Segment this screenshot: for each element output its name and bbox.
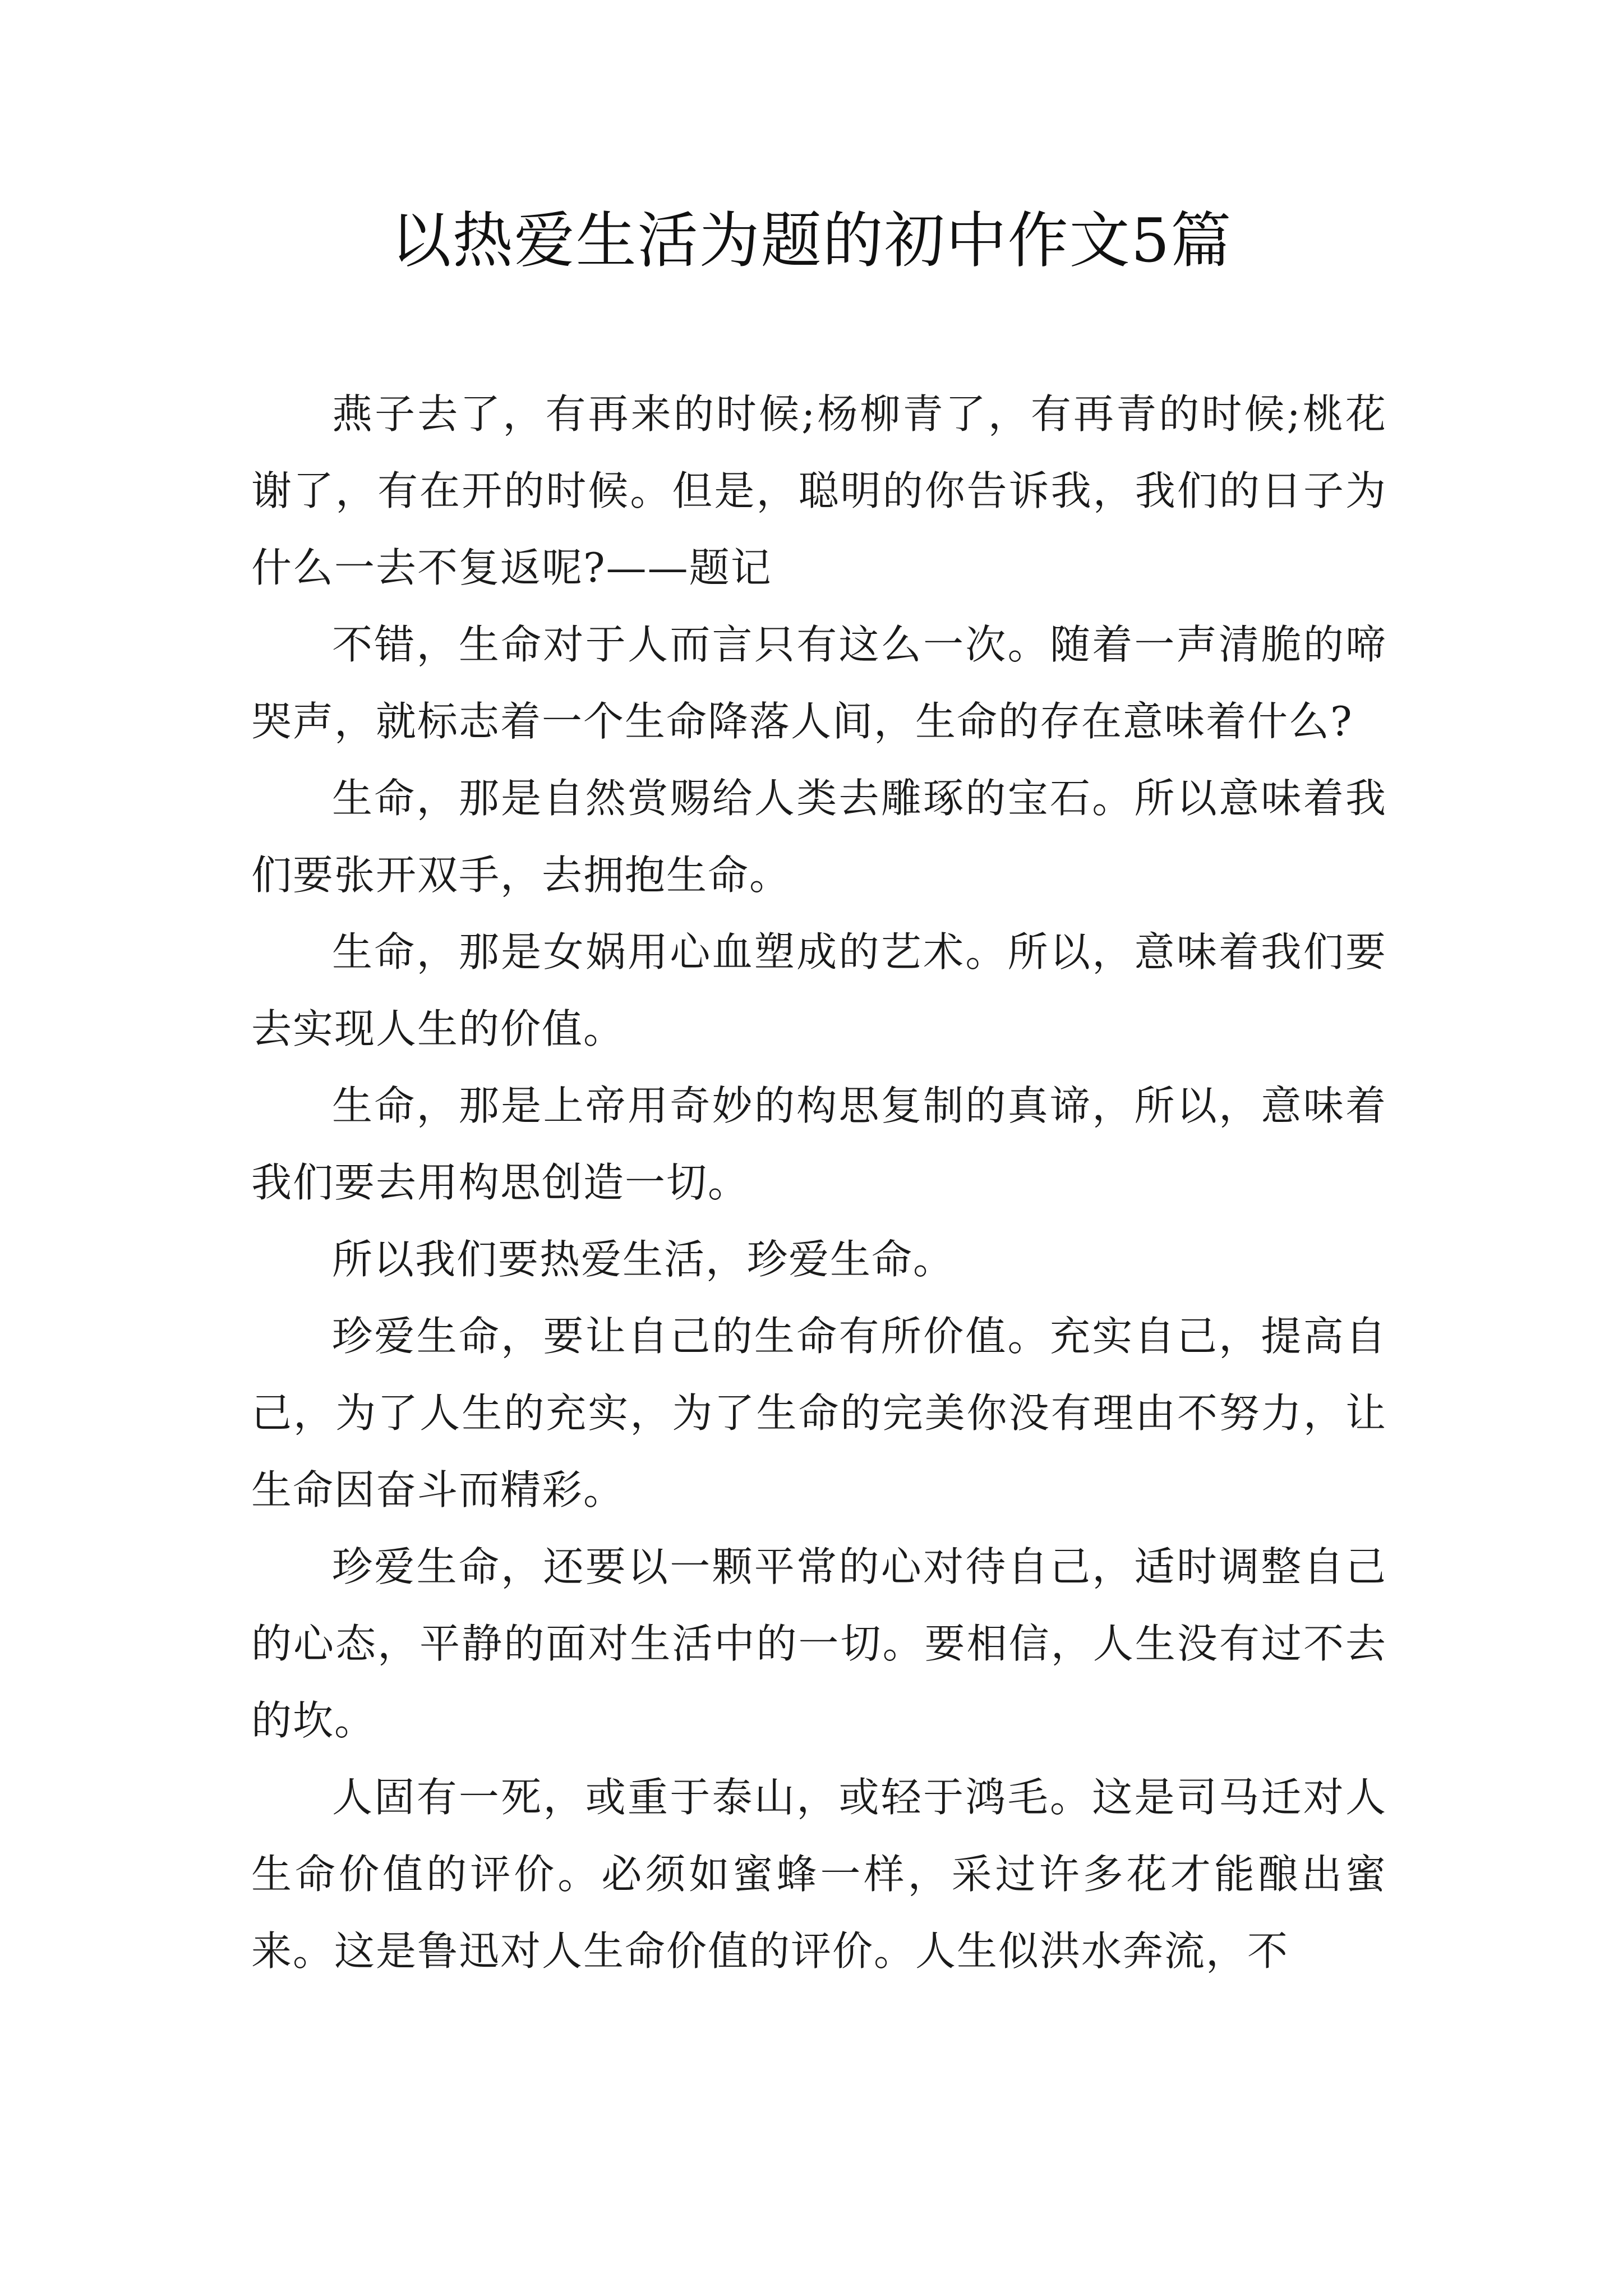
document-body bbox=[251, 376, 1387, 1990]
paragraph: 珍爱生命，要让自己的生命有所价值。充实自己，提高自己，为了人生的充实，为了生命的完美你没有理由不努力，让生命因奋斗而精彩。 bbox=[251, 1313, 1387, 1513]
paragraph: 生命，那是女娲用心血塑成的艺术。所以，意味着我们要去实现人生的价值。 bbox=[251, 928, 1387, 1052]
paragraph: 珍爱生命，还要以一颗平常的心对待自己，适时调整自己的心态，平静的面对生活中的一切。要相信，人生没有过不去的坎。 bbox=[251, 1543, 1387, 1744]
document-title: 以热爱生活为题的初中作文5篇 bbox=[390, 206, 1233, 276]
paragraph: 所以我们要热爱生活，珍爱生命。 bbox=[332, 1236, 955, 1283]
paragraph: 生命，那是自然赏赐给人类去雕琢的宝石。所以意味着我们要张开双手，去拥抱生命。 bbox=[251, 775, 1387, 899]
paragraph: 人固有一死，或重于泰山，或轻于鸿毛。这是司马迁对人生命价值的评价。必须如蜜蜂一样，采过许多花才能酿出蜜来。这是鲁迅对人生命价值的评价。人生似洪水奔流，不 bbox=[251, 1774, 1387, 1975]
paragraph: 不错，生命对于人而言只有这么一次。随着一声清脆的啼哭声，就标志着一个生命降落人间，生命的存在意味着什么? bbox=[251, 621, 1387, 745]
paragraph: 燕子去了，有再来的时候;杨柳青了，有再青的时候;桃花谢了，有在开的时候。但是，聪明的你告诉我，我们的日子为什么一去不复返呢?——题记 bbox=[251, 390, 1387, 591]
paragraph: 生命，那是上帝用奇妙的构思复制的真谛，所以，意味着我们要去用构思创造一切。 bbox=[251, 1082, 1387, 1206]
